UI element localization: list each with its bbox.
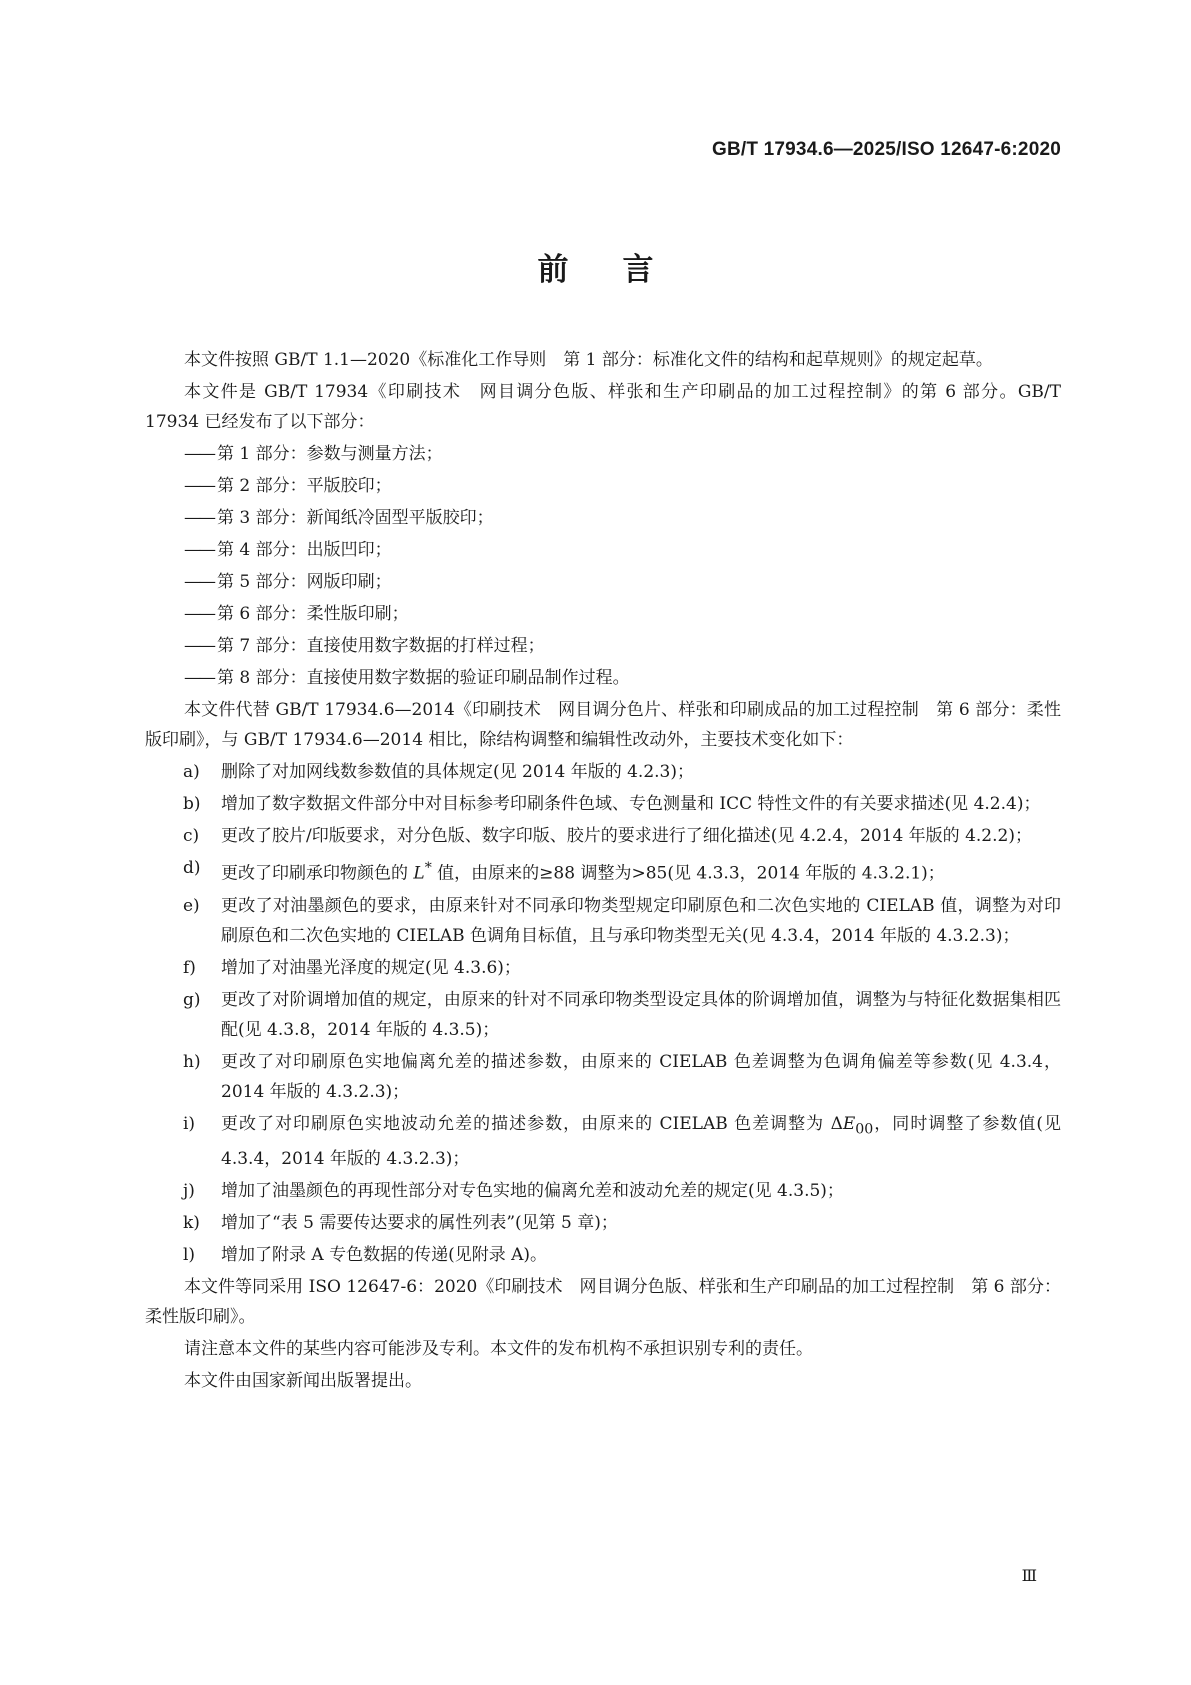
list-item: —— 第 2 部分：平版胶印； <box>184 476 392 496</box>
change-item-c: c) 更改了胶片/印版要求，对分色版、数字印版、胶片的要求进行了细化描述(见 4.2.4，2014 年版的 4.2.2)； <box>183 826 1032 846</box>
list-item: —— 第 7 部分：直接使用数字数据的打样过程； <box>184 636 545 656</box>
page-number: Ⅲ <box>1021 1566 1037 1585</box>
paragraph-adoption: 本文件等同采用 ISO 12647-6：2020《印刷技术 网目调分色版、样张和生产印刷品的加工过程控制 第 6 部分：柔性版印刷》。 <box>145 1277 1061 1328</box>
changes-list <box>145 757 1061 1270</box>
list-item: —— 第 3 部分：新闻纸冷固型平版胶印； <box>184 508 494 528</box>
change-item-k: k) 增加了“表 5 需要传达要求的属性列表”(见第 5 章)； <box>183 1213 618 1234</box>
foreword-body <box>145 345 1061 1398</box>
list-item: —— 第 5 部分：网版印刷； <box>184 572 392 592</box>
dash-mark: —— <box>184 540 214 560</box>
list-item: —— 第 8 部分：直接使用数字数据的验证印刷品制作过程。 <box>184 668 630 688</box>
standard-number: GB/T 17934.6—2025/ISO 12647-6:2020 <box>711 139 1061 160</box>
dash-mark: —— <box>184 572 214 592</box>
list-item: —— 第 4 部分：出版凹印； <box>184 540 392 560</box>
change-item-l: l) 增加了附录 A 专色数据的传递(见附录 A)。 <box>183 1245 548 1266</box>
page-title <box>0 244 1191 289</box>
change-item-h: h) 更改了对印刷原色实地偏离允差的描述参数，由原来的 CIELAB 色差调整为色调角偏差等参数(见 4.3.4，2014 年版的 4.3.2.3)； <box>183 1051 1061 1102</box>
parts-list <box>145 439 1061 693</box>
dash-mark: —— <box>184 476 214 496</box>
change-item-a: a) 删除了对加网线数参数值的具体规定(见 2014 年版的 4.2.3)； <box>183 762 694 782</box>
dash-mark: —— <box>184 636 214 656</box>
title-char-2: 言 <box>622 252 654 288</box>
change-item-d: d) 更改了印刷承印物颜色的 L* 值，由原来的≥88 调整为>85(见 4.3.3，2014 年版的 4.3.2.1)； <box>183 858 945 884</box>
paragraph-series: 本文件是 GB/T 17934《印刷技术 网目调分色版、样张和生产印刷品的加工过程控制》的第 6 部分。GB/T 17934 已经发布了以下部分： <box>145 382 1061 432</box>
color-difference-symbol: E <box>842 1113 856 1134</box>
change-item-i: i) 更改了对印刷原色实地波动允差的描述参数，由原来的 CIELAB 色差调整为 $\Delta E_{00}$，同时调整了参数值(见 4.3.4，2014 年版的 4.3.2.3)； <box>183 1113 1061 1170</box>
dash-mark: —— <box>184 508 214 528</box>
paragraph-replacement: 本文件代替 GB/T 17934.6—2014《印刷技术 网目调分色片、样张和印刷成品的加工过程控制 第 6 部分：柔性版印刷》，与 GB/T 17934.6—2014 相比，除结构调整和编辑性改动外，主要技术变化如下： <box>145 700 1061 750</box>
change-item-e: e) 更改了对油墨颜色的要求，由原来针对不同承印物类型规定印刷原色和二次色实地的 CIELAB 值，调整为对印刷原色和二次色实地的 CIELAB 色调角目标值，且与承印物类型无关(见 4.3.4，2014 年版的 4.3.2.3)； <box>183 895 1061 946</box>
list-item: —— 第 6 部分：柔性版印刷； <box>184 604 409 624</box>
paragraph-drafting-rules: 本文件按照 GB/T 1.1—2020《标准化工作导则 第 1 部分：标准化文件的结构和起草规则》的规定起草。 <box>184 350 993 370</box>
dash-mark: —— <box>184 444 214 464</box>
paragraph-proposer: 本文件由国家新闻出版署提出。 <box>184 1371 422 1392</box>
dash-mark: —— <box>184 668 214 688</box>
change-item-g: g) 更改了对阶调增加值的规定，由原来的针对不同承印物类型设定具体的阶调增加值，调整为与特征化数据集相匹配(见 4.3.8，2014 年版的 4.3.5)； <box>183 989 1061 1040</box>
dash-mark: —— <box>184 604 214 624</box>
paragraph-patent-notice: 请注意本文件的某些内容可能涉及专利。本文件的发布机构不承担识别专利的责任。 <box>184 1339 813 1360</box>
lightness-symbol: L <box>413 863 425 884</box>
change-item-j: j) 增加了油墨颜色的再现性部分对专色实地的偏离允差和波动允差的规定(见 4.3.5)； <box>183 1181 844 1202</box>
change-item-b: b) 增加了数字数据文件部分中对目标参考印刷条件色域、专色测量和 ICC 特性文件的有关要求描述(见 4.2.4)； <box>183 794 1041 814</box>
title-char-1: 前 <box>537 252 569 288</box>
list-item: —— 第 1 部分：参数与测量方法； <box>184 444 443 464</box>
change-item-f: f) 增加了对油墨光泽度的规定(见 4.3.6)； <box>183 957 521 978</box>
